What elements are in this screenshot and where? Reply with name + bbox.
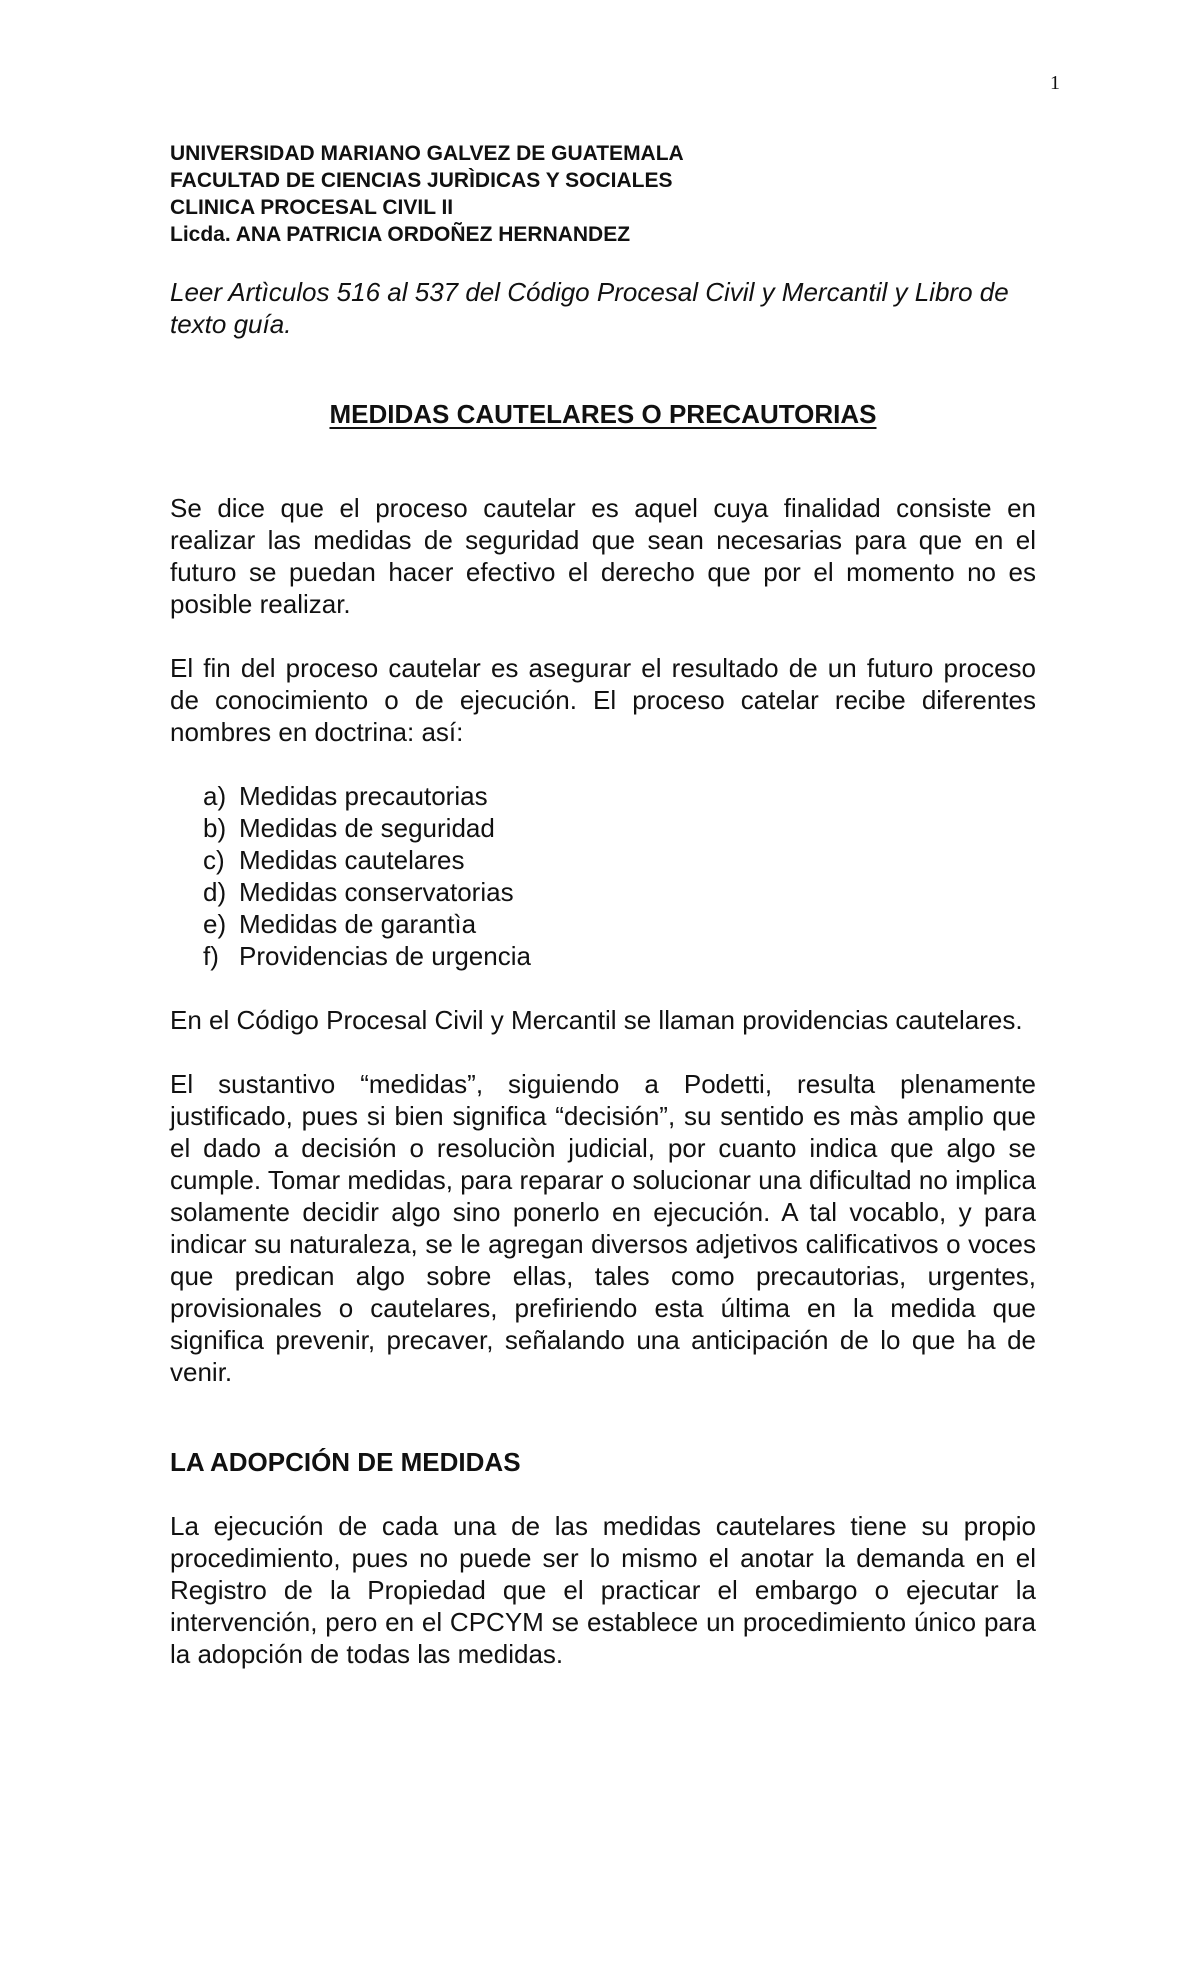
list-marker: d) bbox=[203, 877, 227, 907]
list-marker: c) bbox=[203, 845, 225, 875]
institution-header bbox=[170, 140, 1036, 248]
list-item bbox=[203, 908, 1036, 940]
paragraph-definition: Se dice que el proceso cautelar es aquel cuya finalidad consiste en realizar las medidas de seguridad que sean necesarias para que en el futuro se puedan hacer efectivo el derecho que por el momento no es posible realizar. bbox=[170, 493, 1036, 619]
reading-note: Leer Artìculos 516 al 537 del Código Procesal Civil y Mercantil y Libro de texto guía. bbox=[170, 277, 1009, 339]
header-course: CLINICA PROCESAL CIVIL II bbox=[170, 196, 454, 219]
list-marker: f) bbox=[203, 941, 219, 971]
list-marker: a) bbox=[203, 781, 227, 811]
header-faculty: FACULTAD DE CIENCIAS JURÌDICAS Y SOCIALES bbox=[170, 169, 673, 192]
list-item-text: Medidas de garantìa bbox=[239, 909, 477, 939]
header-university: UNIVERSIDAD MARIANO GALVEZ DE GUATEMALA bbox=[170, 142, 684, 165]
list-item-text: Medidas cautelares bbox=[239, 845, 465, 875]
names-list bbox=[170, 780, 1036, 972]
page-number: 1 bbox=[1050, 72, 1060, 94]
document-title: MEDIDAS CAUTELARES O PRECAUTORIAS bbox=[329, 399, 877, 429]
list-item bbox=[203, 844, 1036, 876]
document-body bbox=[170, 140, 1036, 1670]
paragraph-podetti: El sustantivo “medidas”, siguiendo a Podetti, resulta plenamente justificado, pues si bien significa “decisión”, su sentido es màs amplio que el dado a decisión o resoluciòn judicial, por cuanto indica que algo se cumple. Tomar medidas, para reparar o solucionar una dificultad no implica solamente decidir algo sino ponerlo en ejecución. A tal vocablo, y para indicar su naturaleza, se le agregan diversos adjetivos calificativos o voces que predican algo sobre ellas, tales como precautorias, urgentes, provisionales o cautelares, prefiriendo esta última en la medida que significa prevenir, precaver, señalando una anticipación de lo que ha de venir. bbox=[170, 1069, 1036, 1387]
paragraph-purpose: El fin del proceso cautelar es asegurar el resultado de un futuro proceso de conocimiento o de ejecución. El proceso catelar recibe diferentes nombres en doctrina: así: bbox=[170, 653, 1036, 747]
list-item bbox=[203, 780, 1036, 812]
list-item-text: Providencias de urgencia bbox=[239, 941, 531, 971]
header-instructor: Licda. ANA PATRICIA ORDOÑEZ HERNANDEZ bbox=[170, 223, 631, 246]
list-item-text: Medidas de seguridad bbox=[239, 813, 495, 843]
list-item bbox=[203, 812, 1036, 844]
paragraph-adoption: La ejecución de cada una de las medidas cautelares tiene su propio procedimiento, pues no puede ser lo mismo el anotar la demanda en el Registro de la Propiedad que el practicar el embargo o ejecutar la intervención, pero en el CPCYM se establece un procedimiento único para la adopción de todas las medidas. bbox=[170, 1511, 1036, 1669]
list-item bbox=[203, 876, 1036, 908]
list-item bbox=[203, 940, 1036, 972]
list-marker: b) bbox=[203, 813, 227, 843]
paragraph-code-name: En el Código Procesal Civil y Mercantil se llaman providencias cautelares. bbox=[170, 1005, 1023, 1035]
list-item-text: Medidas precautorias bbox=[239, 781, 488, 811]
list-marker: e) bbox=[203, 909, 227, 939]
section-heading: LA ADOPCIÓN DE MEDIDAS bbox=[170, 1447, 521, 1477]
list-item-text: Medidas conservatorias bbox=[239, 877, 514, 907]
